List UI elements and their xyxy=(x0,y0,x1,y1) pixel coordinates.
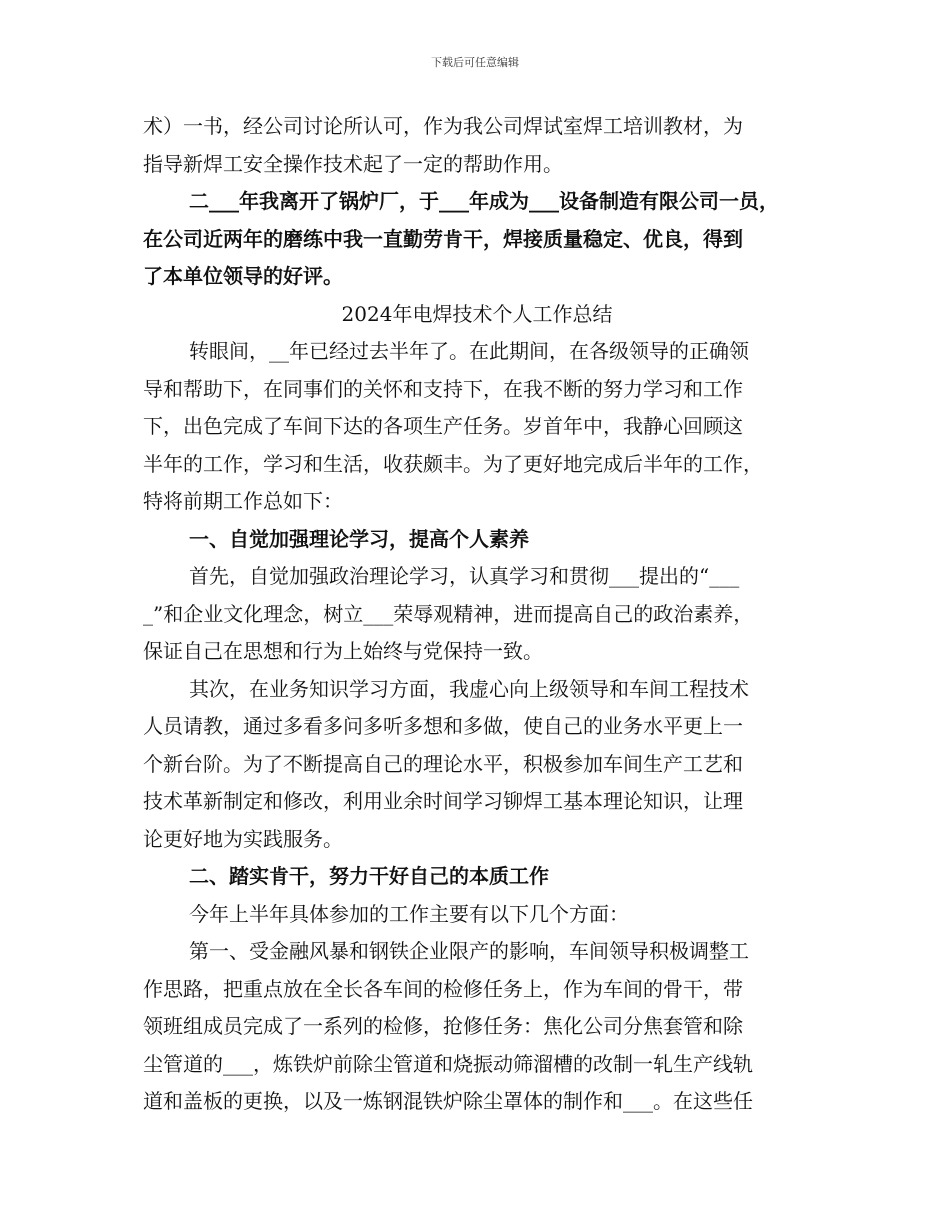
paragraph-first-line: 转眼间，__年已经过去半年了。在此期间，在各级领导的正确领 xyxy=(189,339,749,363)
document-title: 2024年电焊技术个人工作总结 xyxy=(341,301,613,326)
text-line: 个新台阶。为了不断提高自己的理论水平，积极参加车间生产工艺和 xyxy=(143,751,743,776)
page-header: 下载后可任意编辑 xyxy=(431,56,519,69)
text-line: 导和帮助下，在同事们的关怀和支持下，在我不断的努力学习和工作 xyxy=(143,376,743,401)
text-line: 术）一书，经公司讨论所认可，作为我公司焊试室焊工培训教材，为 xyxy=(143,114,743,138)
section-heading-line: 二、踏实肯干，努力干好自己的本质工作 xyxy=(189,864,549,888)
text-line: 下，出色完成了车间下达的各项生产任务。岁首年中，我静心回顾这 xyxy=(143,414,743,438)
paragraph-first-line: 首先，自觉加强政治理论学习，认真学习和贯彻___提出的“___ xyxy=(189,564,740,588)
text-line: 特将前期工作总如下： xyxy=(143,489,343,513)
text-line: 道和盖板的更换，以及一炼钢混铁炉除尘罩体的制作和___。在这些任 xyxy=(143,1089,753,1113)
text-line: 半年的工作，学习和生活，收获颇丰。为了更好地完成后半年的工作， xyxy=(143,451,763,476)
text-line: 指导新焊工安全操作技术起了一定的帮助作用。 xyxy=(143,151,563,176)
document-body xyxy=(143,108,811,1121)
text-line: 人员请教，通过多看多问多听多想和多做，使自己的业务水平更上一 xyxy=(143,714,743,738)
text-line: _”和企业文化理念，树立___荣辱观精神，进而提高自己的政治素养， xyxy=(143,601,754,626)
paragraph-first-line: 其次，在业务知识学习方面，我虚心向上级领导和车间工程技术 xyxy=(189,676,749,701)
bold-text-line: 在公司近两年的磨练中我一直勤劳肯干，焊接质量稳定、优良，得到 xyxy=(143,226,743,251)
paragraph-first-line: 第一、受金融风暴和钢铁企业限产的影响，车间领导积极调整工 xyxy=(189,939,749,963)
paragraph-first-line: 今年上半年具体参加的工作主要有以下几个方面： xyxy=(189,901,629,926)
text-line: 尘管道的___，炼铁炉前除尘管道和烧振动筛溜槽的改制一轧生产线轨 xyxy=(143,1051,753,1076)
bold-text-line: 了本单位领导的好评。 xyxy=(143,264,343,288)
section-heading-line: 一、自觉加强理论学习，提高个人素养 xyxy=(189,526,529,551)
text-line: 作思路，把重点放在全长各车间的检修任务上，作为车间的骨干，带 xyxy=(143,976,743,1001)
text-line: 论更好地为实践服务。 xyxy=(143,826,343,851)
text-line: 领班组成员完成了一系列的检修，抢修任务：焦化公司分焦套管和除 xyxy=(143,1014,743,1038)
section-heading-line: 二___年我离开了锅炉厂，于___年成为___设备制造有限公司一员， xyxy=(189,189,779,213)
text-line: 技术革新制定和修改，利用业余时间学习铆焊工基本理论知识，让理 xyxy=(143,789,743,813)
text-line: 保证自己在思想和行为上始终与党保持一致。 xyxy=(143,639,543,663)
